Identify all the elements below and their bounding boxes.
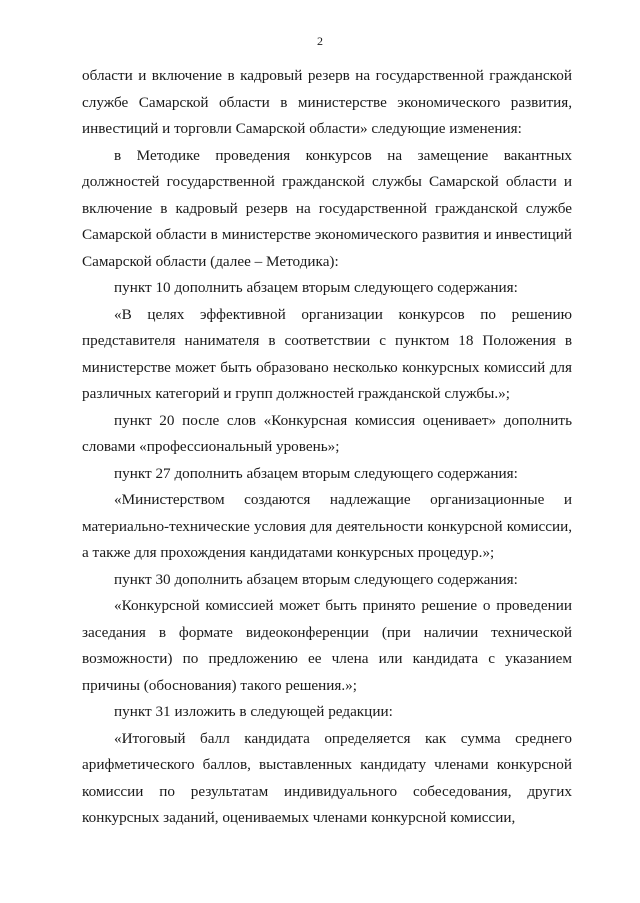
paragraph-8: пункт 30 дополнить абзацем вторым следующего содержания: (114, 570, 518, 588)
paragraph-9: «Конкурсной комиссией может быть принято решение о проведении заседания в формате видеоконференции (при наличии технической возможности) по предложению ее члена или кандидата с указанием причины (обоснования) такого решения.»; (82, 597, 572, 694)
paragraph-10: пункт 31 изложить в следующей редакции: (114, 703, 393, 720)
paragraph-1: области и включение в кадровый резерв на государственной гражданской службе Самарской области в министерстве экономического развития, инвестиций и торговли Самарской области» следующие изменения: (82, 67, 572, 137)
paragraph-11: «Итоговый балл кандидата определяется как сумма среднего арифметического баллов, выставленных кандидату членами конкурсной комиссии по результатам индивидуального собеседования, других конкурсных заданий, оцениваемых членами конкурсной комиссии, (82, 729, 572, 826)
paragraph-6: пункт 27 дополнить абзацем вторым следующего содержания: (114, 464, 518, 482)
page-number: 2 (317, 34, 323, 48)
paragraph-5: пункт 20 после слов «Конкурсная комиссия оценивает» дополнить словами «профессиональный уровень»; (82, 411, 572, 455)
document-body (82, 63, 572, 832)
paragraph-3: пункт 10 дополнить абзацем вторым следующего содержания: (114, 279, 518, 296)
paragraph-7: «Министерством создаются надлежащие организационные и материально-технические условия для деятельности конкурсной комиссии, а также для прохождения кандидатами конкурсных процедур.»; (82, 491, 572, 561)
paragraph-2: в Методике проведения конкурсов на замещение вакантных должностей государственной гражданской службы Самарской области и включение в кадровый резерв на государственной гражданской службе Самарской области в министерстве экономического развития и инвестиций Самарской области (далее – Методика): (82, 146, 572, 270)
paragraph-4: «В целях эффективной организации конкурсов по решению представителя нанимателя в соответствии с пунктом 18 Положения в министерстве может быть образовано несколько конкурсных комиссий для различных категорий и групп должностей гражданской службы.»; (82, 305, 572, 402)
